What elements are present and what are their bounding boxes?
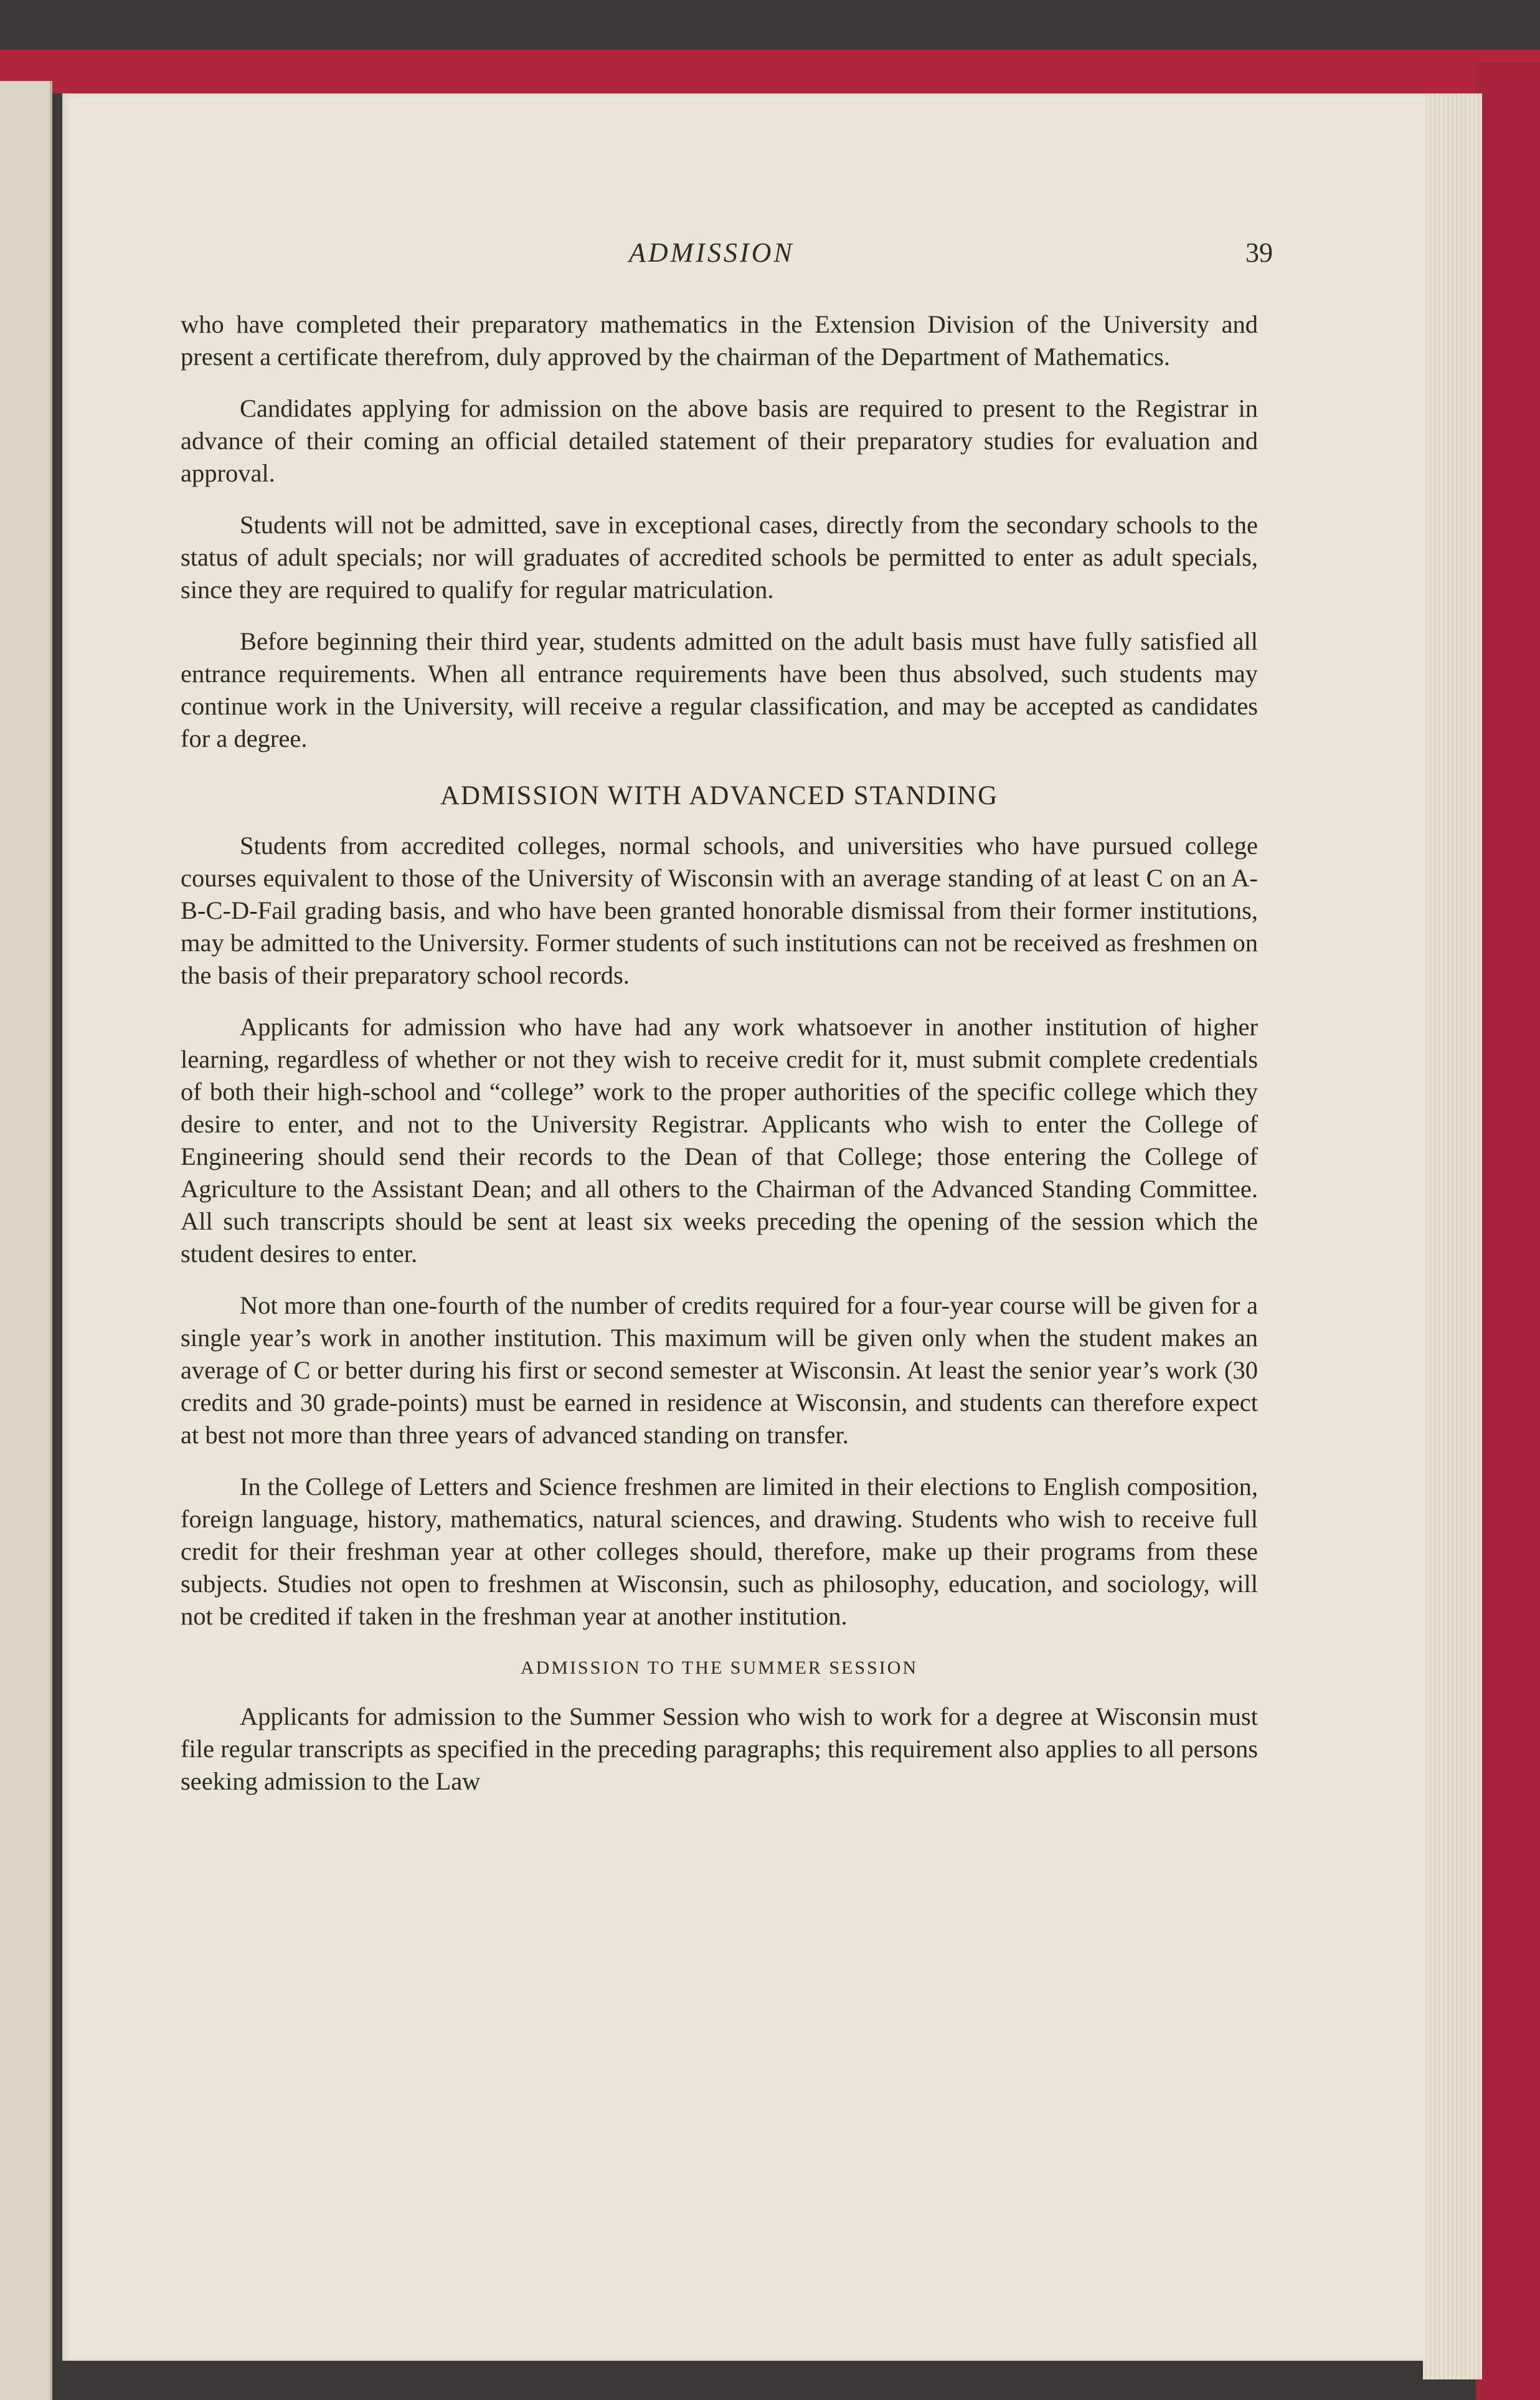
- section-heading-summer-session: ADMISSION TO THE SUMMER SESSION: [520, 1658, 919, 1678]
- paragraph: In the College of Letters and Science freshmen are limited in their elections to English composition, foreign language, history, mathematics, natural sciences, and drawing. Students who wish to receive full credit for their freshman year at other colleges should, therefore, make up their programs from these subjects. Studies not open to freshmen at Wisconsin, such as philosophy, education, and sociology, will not be credited if taken in the freshman year at another institution.: [181, 1473, 1258, 1630]
- page-stack-edge: [1423, 93, 1482, 2379]
- paragraph: Applicants for admission to the Summer Session who wish to work for a degree at Wisconsin must file regular transcripts as specified in the preceding paragraphs; this requirement also applies to all persons seeking admission to the Law: [181, 1702, 1258, 1795]
- page-number: 39: [1245, 237, 1273, 268]
- section-heading-advanced-standing: ADMISSION WITH ADVANCED STANDING: [440, 781, 999, 810]
- paragraph: Before beginning their third year, students admitted on the adult basis must have fully satisfied all entrance requirements. When all entrance requirements have been thus absolved, such students may continue work in the University, will receive a regular classification, and may be accepted as candidates for a degree.: [181, 627, 1258, 752]
- paragraph: Applicants for admission who have had any work whatsoever in another institution of higher learning, regardless of whether or not they wish to receive credit for it, must submit complete credentials of both their high-school and “college” work to the proper authorities of the specific college which they desire to enter, and not to the University Registrar. Applicants who wish to enter the College of Engineering should send their records to the Dean of that College; those entering the College of Agriculture to the Assistant Dean; and all others to the Chairman of the Advanced Standing Committee. All such transcripts should be sent at least six weeks preceding the opening of the session which the student desires to enter.: [181, 1013, 1258, 1268]
- book-binding-top: [0, 50, 1540, 93]
- book-binding-right: [1476, 62, 1540, 2400]
- paragraph: Not more than one-fourth of the number of credits required for a four-year course will be given for a single year’s work in another institution. This maximum will be given only when the student makes an average of C or better during his first or second semester at Wisconsin. At least the senior year’s work (30 credits and 30 grade-points) must be earned in residence at Wisconsin, and students can therefore expect at best not more than three years of advanced standing on transfer.: [181, 1291, 1258, 1449]
- running-head: [62, 237, 1426, 287]
- paragraph: who have completed their preparatory mathematics in the Extension Division of the University and present a certificate therefrom, duly approved by the chairman of the Department of Mathematics.: [181, 310, 1258, 371]
- paragraph: Students from accredited colleges, normal schools, and universities who have pursued college courses equivalent to those of the University of Wisconsin with an average standing of at least C on an A-B-C-D-Fail grading basis, and who have been granted honorable dismissal from their former institutions, may be admitted to the University. Former students of such institutions can not be received as freshmen on the basis of their preparatory school records.: [181, 832, 1258, 989]
- paragraph: Students will not be admitted, save in exceptional cases, directly from the secondary schools to the status of adult specials; nor will graduates of accredited schools be permitted to enter as adult specials, since they are required to qualify for regular matriculation.: [181, 511, 1258, 604]
- paragraph: Candidates applying for admission on the above basis are required to present to the Registrar in advance of their coming an official detailed statement of their preparatory studies for evaluation and approval.: [181, 394, 1258, 487]
- body-text: [181, 308, 1258, 1817]
- facing-page-edge: [0, 81, 52, 2400]
- running-head-title: ADMISSION: [629, 237, 795, 268]
- book-page: [62, 93, 1426, 2361]
